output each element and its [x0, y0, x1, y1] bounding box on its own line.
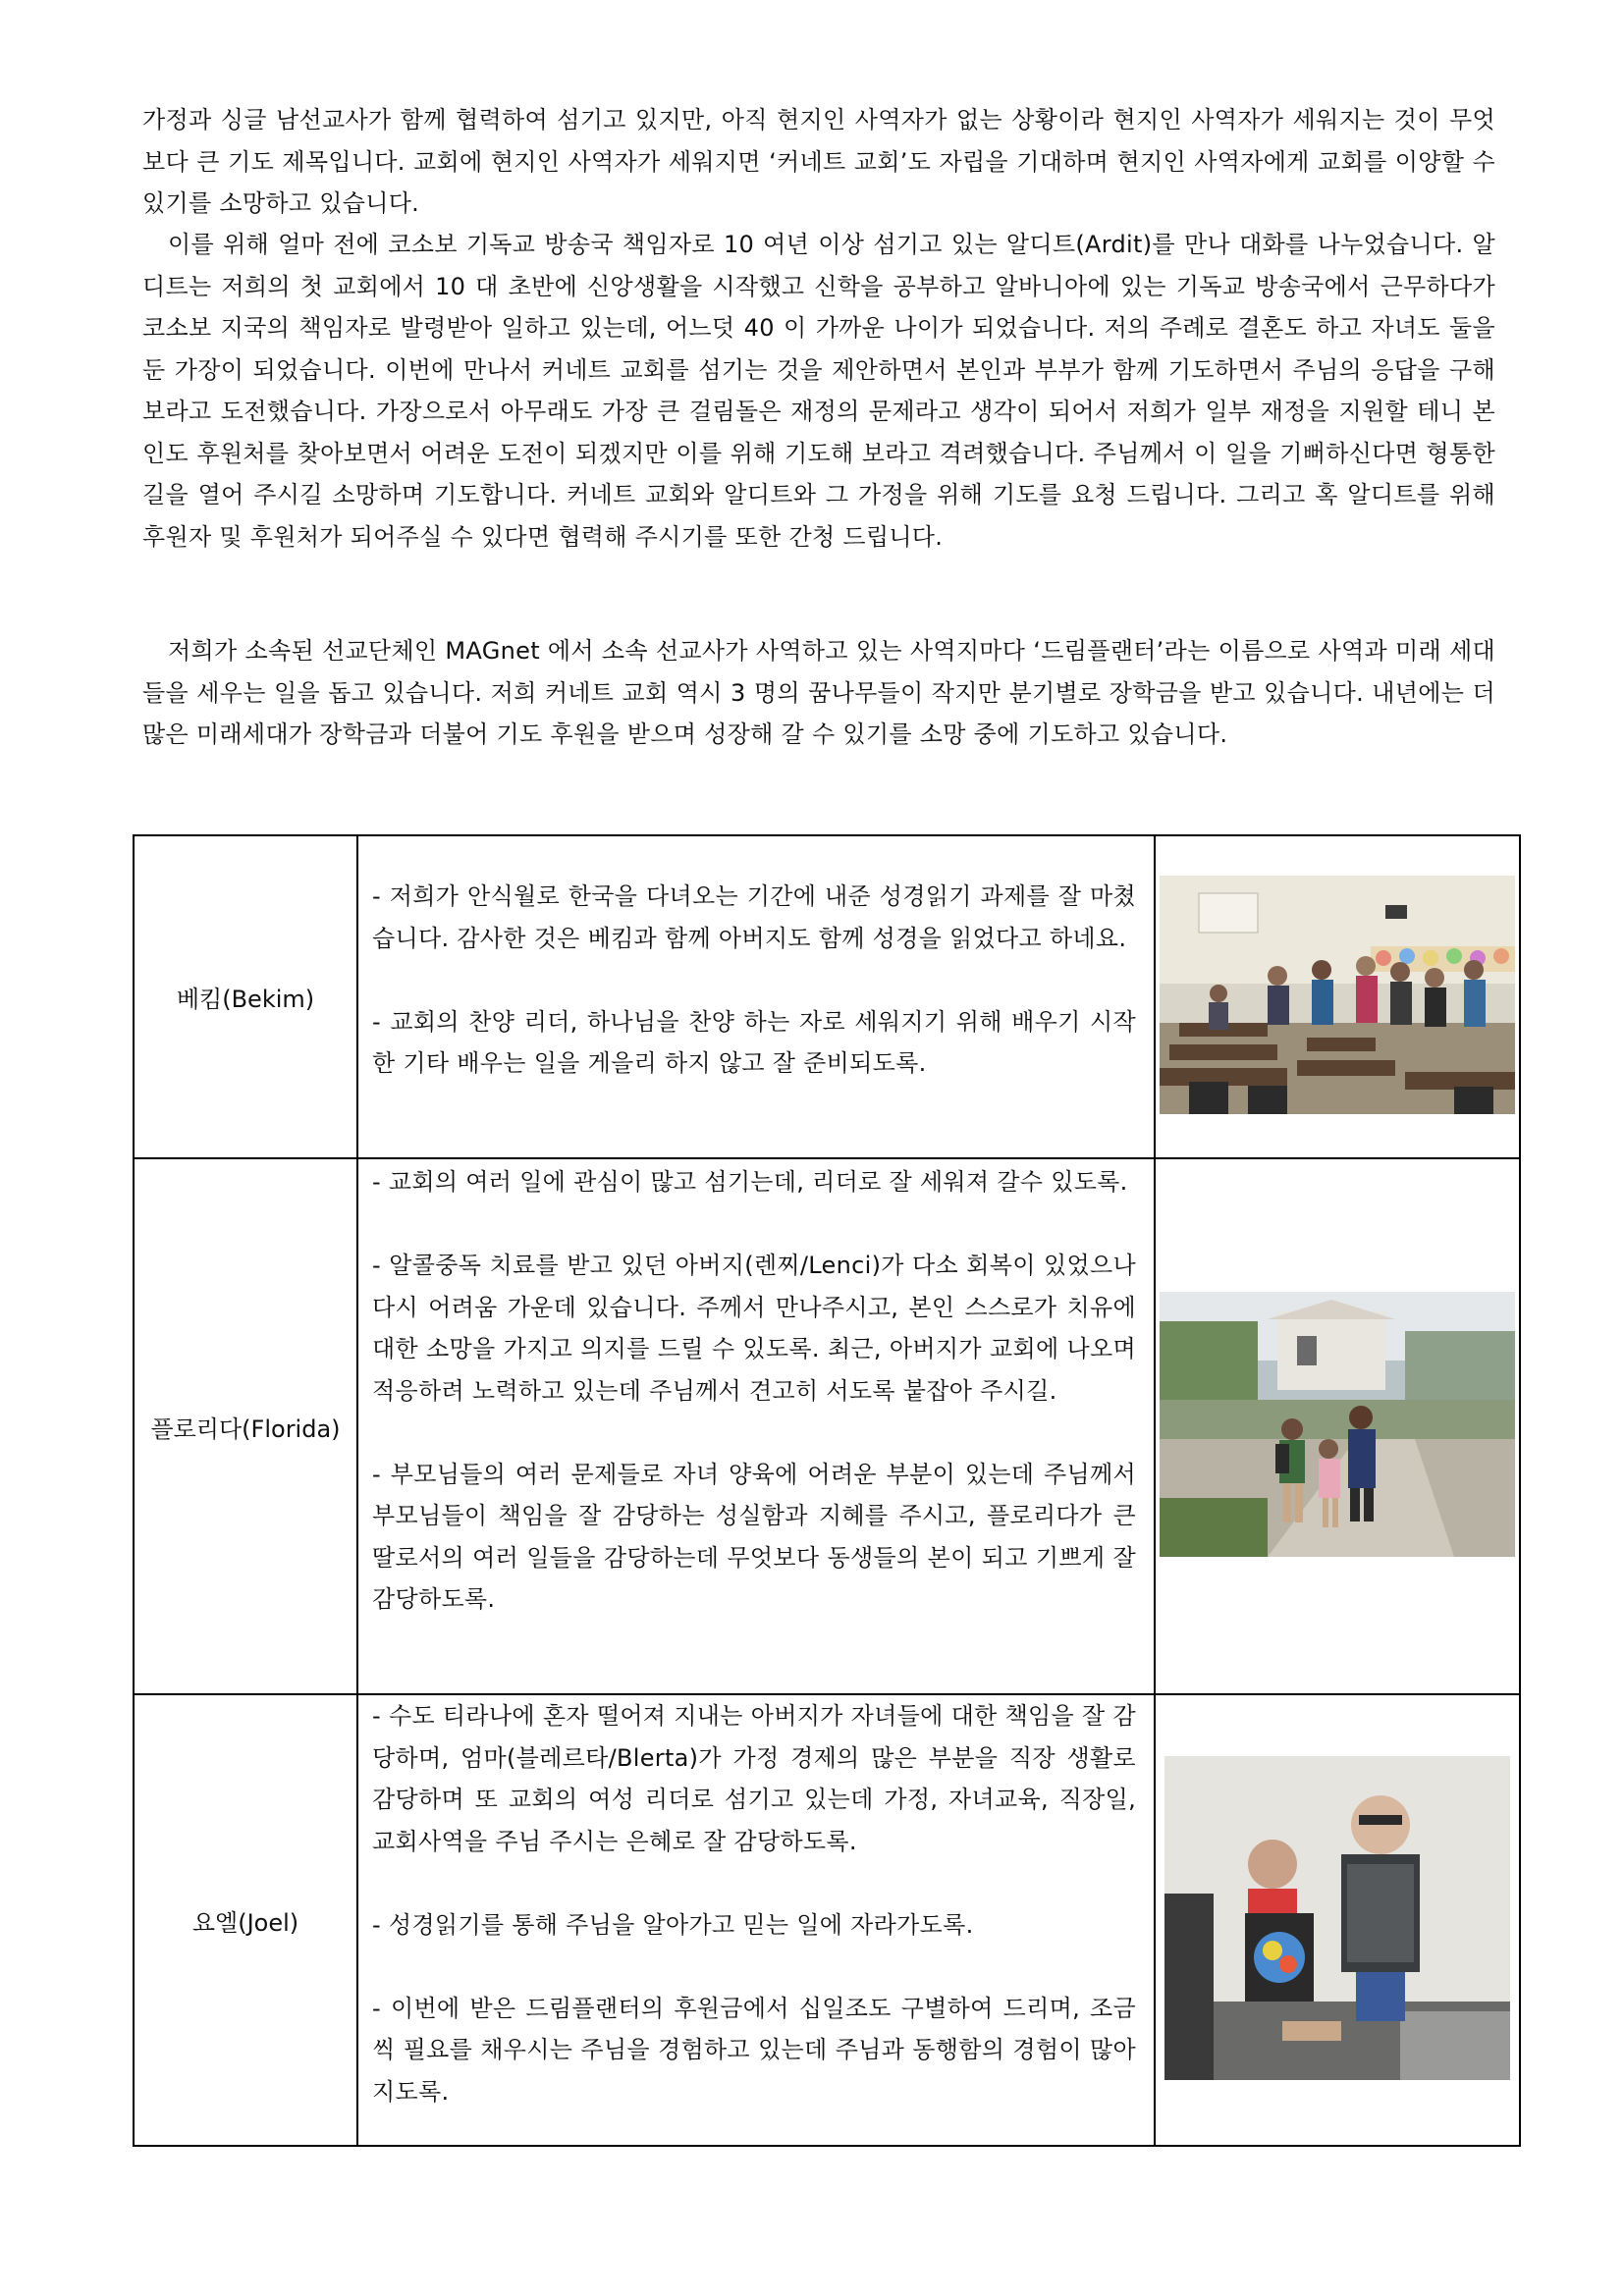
table-row — [134, 1158, 1520, 1694]
prayer-item: - 교회의 찬양 리더, 하나님을 찬양 하는 자로 세워지기 위해 배우기 시작한 기타 배우는 일을 게을리 하지 않고 잘 준비되도록. — [372, 1007, 1136, 1077]
prayer-items — [358, 1695, 1154, 2112]
student-name: 요엘(Joel) — [134, 1694, 357, 2146]
prayer-item: - 수도 티라나에 혼자 떨어져 지내는 아버지가 자녀들에 대한 책임을 잘 감당하며, 엄마(블레르타/Blerta)가 가정 경제의 많은 부분을 직장 생활로 감당하며 또 교회의 여성 리더로 섬기고 있는데 가정, 자녀교육, 직장일, 교회사역을 주님 주시는 은혜로 잘 감당하도록. — [372, 1702, 1136, 1855]
table-row — [134, 1694, 1520, 2146]
prayer-item: - 저희가 안식월로 한국을 다녀오는 기간에 내준 성경읽기 과제를 잘 마쳤습니다. 감사한 것은 베킴과 함께 아버지도 함께 성경을 읽었다고 하네요. — [372, 882, 1136, 952]
prayer-item: - 알콜중독 치료를 받고 있던 아버지(렌찌/Lenci)가 다소 회복이 있었으나 다시 어려움 가운데 있습니다. 주께서 만나주시고, 본인 스스로가 치유에 대한 소망을 가지고 의지를 드릴 수 있도록. 최근, 아버지가 교회에 나오며 적응하려 노력하고 있는데 주님께서 견고히 서도록 붙잡아 주시길. — [372, 1252, 1136, 1405]
prayer-items — [358, 1159, 1154, 1621]
table-row — [134, 835, 1520, 1158]
church-interior-photo — [1160, 876, 1515, 1114]
dream-planter-table — [133, 834, 1521, 2147]
paragraph-3: 저희가 소속된 선교단체인 MAGnet 에서 소속 선교사가 사역하고 있는 사역지마다 ‘드림플랜터’라는 이름으로 사역과 미래 세대들을 세우는 일을 돕고 있습니다. 저희 커네트 교회 역시 3 명의 꿈나무들이 작지만 분기별로 장학금을 받고 있습니다. 내년에는 더 많은 미래세대가 장학금과 더불어 기도 후원을 받으며 성장해 갈 수 있기를 소망 중에 기도하고 있습니다. — [142, 637, 1495, 748]
prayer-item: - 성경읽기를 통해 주님을 알아가고 믿는 일에 자라가도록. — [372, 1910, 974, 1939]
student-name: 베킴(Bekim) — [134, 835, 357, 1158]
paragraph-1: 가정과 싱글 남선교사가 함께 협력하여 섬기고 있지만, 아직 현지인 사역자가 없는 상황이라 현지인 사역자가 세워지는 것이 무엇보다 큰 기도 제목입니다. 교회에 현지인 사역자가 세워지면 ‘커네트 교회’도 자립을 기대하며 현지인 사역자에게 교회를 이양할 수 있기를 소망하고 있습니다. — [142, 106, 1495, 217]
student-name: 플로리다(Florida) — [134, 1158, 357, 1694]
paragraph-2: 이를 위해 얼마 전에 코소보 기독교 방송국 책임자로 10 여년 이상 섬기고 있는 알디트(Ardit)를 만나 대화를 나누었습니다. 알디트는 저희의 첫 교회에서 10 대 초반에 신앙생활을 시작했고 신학을 공부하고 알바니아에 있는 기독교 방송국에서 근무하다가 코소보 지국의 책임자로 발령받아 일하고 있는데, 어느덧 40 이 가까운 나이가 되었습니다. 저의 주례로 결혼도 하고 자녀도 둘을 둔 가장이 되었습니다. 이번에 만나서 커네트 교회를 섬기는 것을 제안하면서 본인과 부부가 함께 기도하면서 주님의 응답을 구해보라고 도전했습니다. 가장으로서 아무래도 가장 큰 걸림돌은 재정의 문제라고 생각이 되어서 저희가 일부 재정을 지원할 테니 본인도 후원처를 찾아보면서 어려운 도전이 되겠지만 이를 위해 기도해 보라고 격려했습니다. 주님께서 이 일을 기뻐하신다면 형통한 길을 열어 주시길 소망하며 기도합니다. 커네트 교회와 알디트와 그 가정을 위해 기도를 요청 드립니다. 그리고 혹 알디트를 위해 후원자 및 후원처가 되어주실 수 있다면 협력해 주시기를 또한 간청 드립니다. — [142, 231, 1495, 551]
prayer-item: - 교회의 여러 일에 관심이 많고 섬기는데, 리더로 잘 세워져 갈수 있도록. — [372, 1168, 1128, 1196]
boys-backpacks-photo — [1164, 1756, 1510, 2080]
children-outdoor-photo — [1160, 1292, 1515, 1557]
prayer-items — [358, 836, 1154, 1085]
prayer-item: - 이번에 받은 드림플랜터의 후원금에서 십일조도 구별하여 드리며, 조금씩 필요를 채우시는 주님을 경험하고 있는데 주님과 동행함의 경험이 많아 지도록. — [372, 1994, 1136, 2106]
prayer-item: - 부모님들의 여러 문제들로 자녀 양육에 어려운 부분이 있는데 주님께서 부모님들이 책임을 잘 감당하는 성실함과 지혜를 주시고, 플로리다가 큰 딸로서의 여러 일들을 감당하는데 무엇보다 동생들의 본이 되고 기쁘게 잘 감당하도록. — [372, 1460, 1136, 1613]
